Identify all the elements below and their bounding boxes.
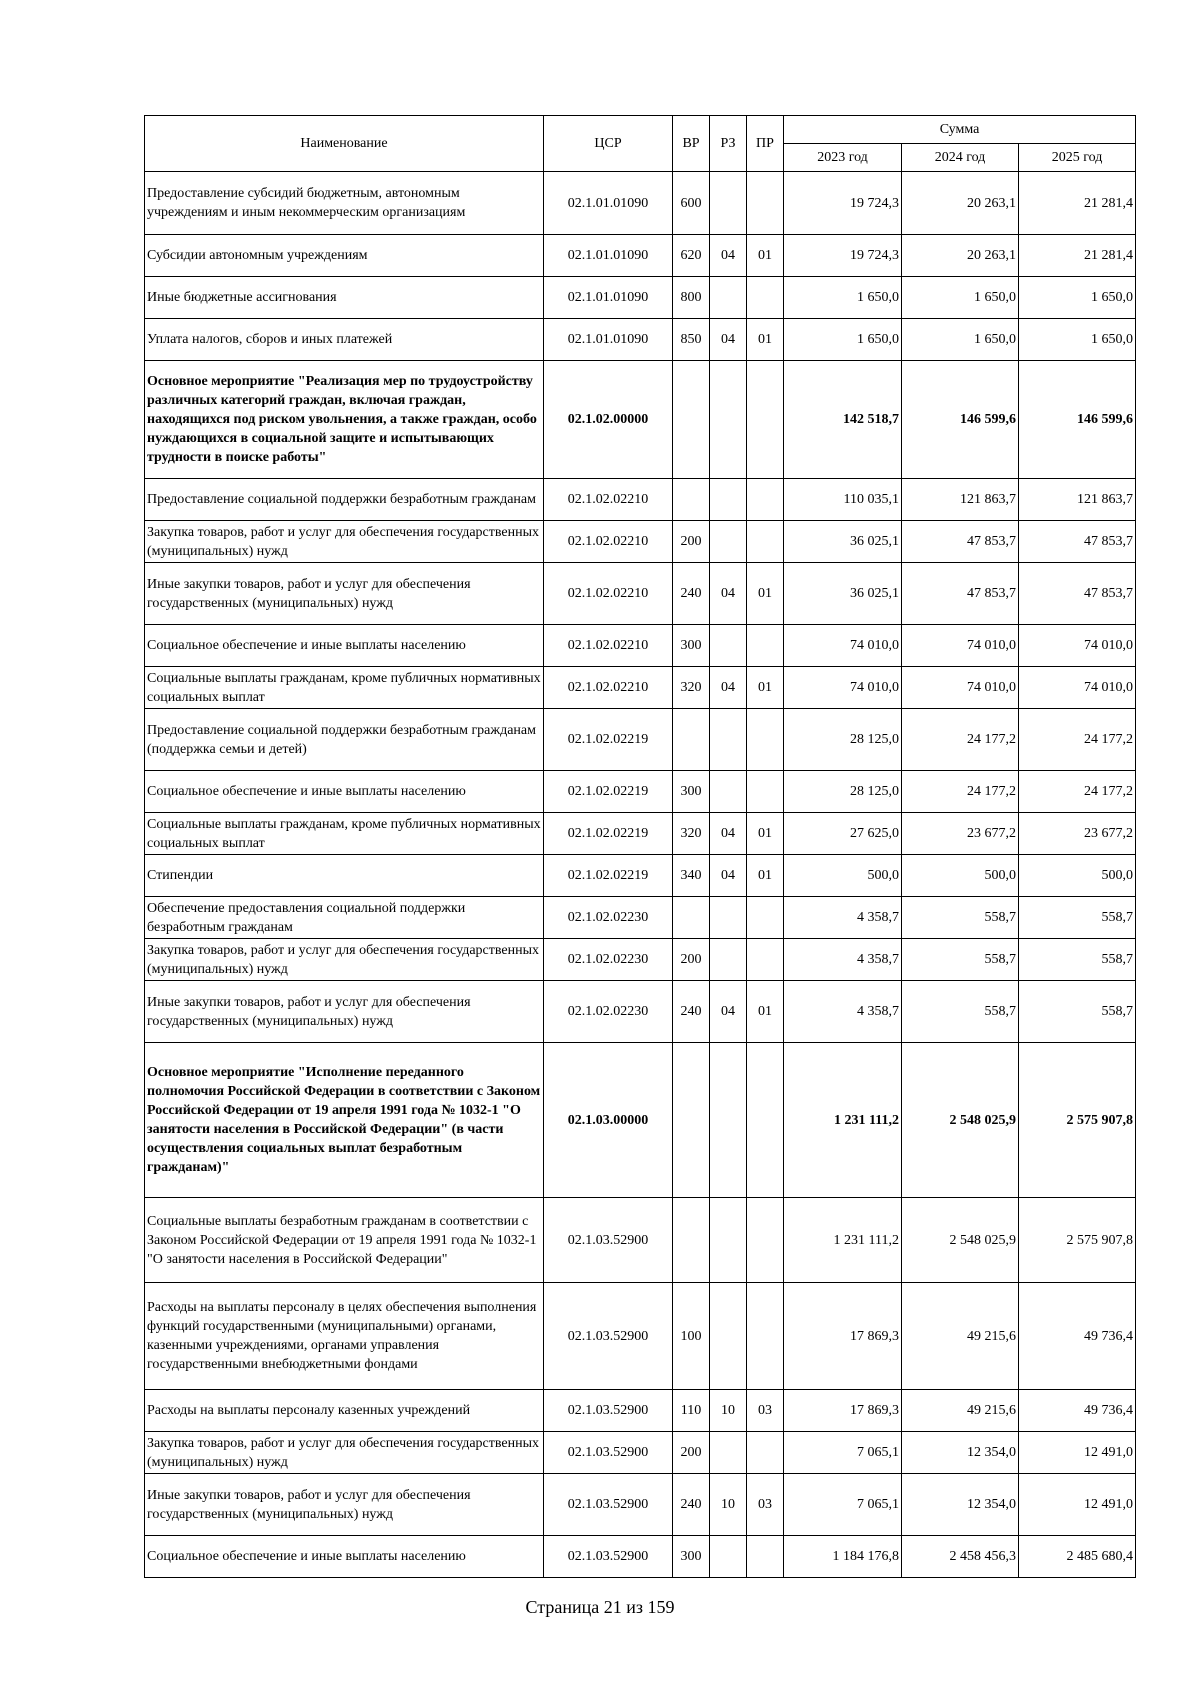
row-sum-2025: 121 863,7	[1019, 479, 1136, 521]
row-sum-2024: 121 863,7	[902, 479, 1019, 521]
row-sum-2025: 23 677,2	[1019, 813, 1136, 855]
row-name: Обеспечение предоставления социальной поддержки безработным гражданам	[145, 897, 544, 939]
row-csr: 02.1.01.01090	[544, 319, 673, 361]
row-pr	[747, 277, 784, 319]
row-sum-2025: 558,7	[1019, 981, 1136, 1043]
row-sum-2024: 1 650,0	[902, 319, 1019, 361]
table-row	[145, 625, 1136, 667]
row-rz	[710, 1536, 747, 1578]
row-sum-2024: 2 458 456,3	[902, 1536, 1019, 1578]
row-pr	[747, 361, 784, 479]
row-csr: 02.1.03.52900	[544, 1390, 673, 1432]
row-sum-2023: 500,0	[784, 855, 902, 897]
row-vr: 240	[673, 1474, 710, 1536]
row-vr: 200	[673, 521, 710, 563]
row-csr: 02.1.03.52900	[544, 1474, 673, 1536]
table-row	[145, 1474, 1136, 1536]
row-csr: 02.1.02.02210	[544, 667, 673, 709]
row-pr	[747, 479, 784, 521]
header-rz: РЗ	[710, 116, 747, 172]
row-rz	[710, 897, 747, 939]
row-sum-2025: 74 010,0	[1019, 625, 1136, 667]
row-name: Социальные выплаты гражданам, кроме публичных нормативных социальных выплат	[145, 813, 544, 855]
table-row	[145, 1536, 1136, 1578]
row-sum-2024: 74 010,0	[902, 625, 1019, 667]
row-sum-2025: 47 853,7	[1019, 521, 1136, 563]
row-csr: 02.1.02.02210	[544, 625, 673, 667]
row-pr: 01	[747, 981, 784, 1043]
row-csr: 02.1.02.00000	[544, 361, 673, 479]
row-sum-2023: 1 650,0	[784, 319, 902, 361]
row-name: Субсидии автономным учреждениям	[145, 235, 544, 277]
table-row	[145, 521, 1136, 563]
row-sum-2024: 558,7	[902, 939, 1019, 981]
row-csr: 02.1.02.02210	[544, 479, 673, 521]
row-name: Социальное обеспечение и иные выплаты населению	[145, 625, 544, 667]
row-sum-2023: 19 724,3	[784, 172, 902, 235]
row-sum-2025: 12 491,0	[1019, 1474, 1136, 1536]
header-year-2024: 2024 год	[902, 144, 1019, 172]
row-name: Предоставление социальной поддержки безработным гражданам	[145, 479, 544, 521]
row-sum-2024: 500,0	[902, 855, 1019, 897]
row-sum-2025: 2 485 680,4	[1019, 1536, 1136, 1578]
row-name: Предоставление социальной поддержки безработным гражданам (поддержка семьи и детей)	[145, 709, 544, 771]
row-pr	[747, 771, 784, 813]
row-vr	[673, 1043, 710, 1198]
row-name: Предоставление субсидий бюджетным, автономным учреждениям и иным некоммерческим организациям	[145, 172, 544, 235]
row-sum-2024: 74 010,0	[902, 667, 1019, 709]
row-csr: 02.1.02.02230	[544, 939, 673, 981]
row-name: Основное мероприятие "Исполнение переданного полномочия Российской Федерации в соответствии с Законом Российской Федерации от 19 апреля 1991 года № 1032-1 "О занятости населения в Российской Федерации" (в части осуществления социальных выплат безработным гражданам)"	[145, 1043, 544, 1198]
row-name: Закупка товаров, работ и услуг для обеспечения государственных (муниципальных) нужд	[145, 521, 544, 563]
row-sum-2023: 28 125,0	[784, 709, 902, 771]
row-csr: 02.1.03.52900	[544, 1536, 673, 1578]
row-rz	[710, 1283, 747, 1390]
table-row	[145, 981, 1136, 1043]
row-vr: 240	[673, 981, 710, 1043]
row-sum-2023: 36 025,1	[784, 521, 902, 563]
row-vr: 200	[673, 1432, 710, 1474]
row-vr: 850	[673, 319, 710, 361]
row-vr: 320	[673, 667, 710, 709]
row-sum-2023: 1 650,0	[784, 277, 902, 319]
row-rz	[710, 1432, 747, 1474]
row-sum-2023: 17 869,3	[784, 1390, 902, 1432]
row-csr: 02.1.01.01090	[544, 277, 673, 319]
row-csr: 02.1.02.02219	[544, 771, 673, 813]
row-csr: 02.1.02.02230	[544, 981, 673, 1043]
row-csr: 02.1.02.02210	[544, 563, 673, 625]
row-sum-2023: 19 724,3	[784, 235, 902, 277]
page-number: Страница 21 из 159	[525, 1597, 675, 1617]
row-sum-2023: 110 035,1	[784, 479, 902, 521]
row-name: Социальные выплаты безработным гражданам в соответствии с Законом Российской Федерации от 19 апреля 1991 года № 1032-1 "О занятости населения в Российской Федерации"	[145, 1198, 544, 1283]
row-sum-2023: 74 010,0	[784, 625, 902, 667]
row-pr	[747, 521, 784, 563]
row-sum-2024: 20 263,1	[902, 172, 1019, 235]
header-sum: Сумма	[784, 116, 1136, 144]
table-row	[145, 235, 1136, 277]
row-csr: 02.1.02.02219	[544, 855, 673, 897]
row-sum-2023: 74 010,0	[784, 667, 902, 709]
table-row	[145, 361, 1136, 479]
row-name: Закупка товаров, работ и услуг для обеспечения государственных (муниципальных) нужд	[145, 939, 544, 981]
row-csr: 02.1.02.02230	[544, 897, 673, 939]
row-sum-2024: 12 354,0	[902, 1474, 1019, 1536]
row-sum-2024: 24 177,2	[902, 709, 1019, 771]
row-pr	[747, 1043, 784, 1198]
row-rz	[710, 277, 747, 319]
row-rz: 04	[710, 981, 747, 1043]
row-pr	[747, 939, 784, 981]
row-sum-2023: 7 065,1	[784, 1432, 902, 1474]
row-vr: 340	[673, 855, 710, 897]
row-rz	[710, 771, 747, 813]
row-csr: 02.1.03.00000	[544, 1043, 673, 1198]
table-row	[145, 1432, 1136, 1474]
row-sum-2024: 2 548 025,9	[902, 1198, 1019, 1283]
row-sum-2025: 500,0	[1019, 855, 1136, 897]
row-sum-2023: 4 358,7	[784, 981, 902, 1043]
row-csr: 02.1.03.52900	[544, 1198, 673, 1283]
row-rz	[710, 479, 747, 521]
row-rz	[710, 939, 747, 981]
row-sum-2023: 1 184 176,8	[784, 1536, 902, 1578]
row-sum-2024: 1 650,0	[902, 277, 1019, 319]
row-pr: 01	[747, 855, 784, 897]
row-sum-2024: 146 599,6	[902, 361, 1019, 479]
row-vr: 320	[673, 813, 710, 855]
header-pr: ПР	[747, 116, 784, 172]
header-vr: ВР	[673, 116, 710, 172]
row-vr: 800	[673, 277, 710, 319]
row-pr	[747, 625, 784, 667]
row-sum-2025: 558,7	[1019, 939, 1136, 981]
row-name: Стипендии	[145, 855, 544, 897]
row-pr: 01	[747, 563, 784, 625]
row-sum-2023: 17 869,3	[784, 1283, 902, 1390]
row-vr	[673, 1198, 710, 1283]
row-vr: 200	[673, 939, 710, 981]
table-row	[145, 813, 1136, 855]
row-rz	[710, 361, 747, 479]
row-sum-2025: 21 281,4	[1019, 172, 1136, 235]
row-sum-2024: 49 215,6	[902, 1390, 1019, 1432]
row-pr: 01	[747, 667, 784, 709]
row-sum-2025: 74 010,0	[1019, 667, 1136, 709]
table-row	[145, 1283, 1136, 1390]
row-sum-2023: 1 231 111,2	[784, 1198, 902, 1283]
row-pr: 01	[747, 813, 784, 855]
row-vr	[673, 897, 710, 939]
row-rz	[710, 521, 747, 563]
table-row	[145, 897, 1136, 939]
row-rz	[710, 1198, 747, 1283]
row-pr: 03	[747, 1390, 784, 1432]
row-sum-2024: 558,7	[902, 897, 1019, 939]
row-pr: 01	[747, 319, 784, 361]
row-sum-2025: 146 599,6	[1019, 361, 1136, 479]
row-name: Иные закупки товаров, работ и услуг для обеспечения государственных (муниципальных) нужд	[145, 563, 544, 625]
row-rz: 04	[710, 813, 747, 855]
row-sum-2024: 47 853,7	[902, 521, 1019, 563]
row-name: Иные закупки товаров, работ и услуг для обеспечения государственных (муниципальных) нужд	[145, 981, 544, 1043]
row-csr: 02.1.01.01090	[544, 172, 673, 235]
table-row	[145, 563, 1136, 625]
row-name: Иные закупки товаров, работ и услуг для обеспечения государственных (муниципальных) нужд	[145, 1474, 544, 1536]
row-vr: 300	[673, 1536, 710, 1578]
row-sum-2024: 12 354,0	[902, 1432, 1019, 1474]
row-rz	[710, 625, 747, 667]
row-vr	[673, 361, 710, 479]
table-row	[145, 855, 1136, 897]
row-sum-2023: 36 025,1	[784, 563, 902, 625]
row-pr	[747, 1432, 784, 1474]
row-name: Иные бюджетные ассигнования	[145, 277, 544, 319]
table-row	[145, 771, 1136, 813]
row-vr	[673, 709, 710, 771]
row-pr	[747, 1536, 784, 1578]
row-name: Основное мероприятие "Реализация мер по трудоустройству различных категорий граждан, включая граждан, находящихся под риском увольнения, а также граждан, особо нуждающихся в социальной защите и испытывающих трудности в поиске работы"	[145, 361, 544, 479]
row-rz: 04	[710, 667, 747, 709]
row-sum-2025: 1 650,0	[1019, 277, 1136, 319]
table-row	[145, 479, 1136, 521]
row-pr	[747, 897, 784, 939]
row-pr	[747, 1283, 784, 1390]
row-sum-2024: 2 548 025,9	[902, 1043, 1019, 1198]
row-vr: 100	[673, 1283, 710, 1390]
row-vr: 600	[673, 172, 710, 235]
row-sum-2023: 4 358,7	[784, 897, 902, 939]
row-sum-2024: 24 177,2	[902, 771, 1019, 813]
row-sum-2025: 24 177,2	[1019, 709, 1136, 771]
row-vr: 620	[673, 235, 710, 277]
table-row	[145, 172, 1136, 235]
row-sum-2023: 1 231 111,2	[784, 1043, 902, 1198]
row-sum-2025: 49 736,4	[1019, 1283, 1136, 1390]
row-rz	[710, 709, 747, 771]
row-vr: 110	[673, 1390, 710, 1432]
table-row	[145, 1198, 1136, 1283]
row-csr: 02.1.02.02210	[544, 521, 673, 563]
table-row	[145, 319, 1136, 361]
row-rz	[710, 1043, 747, 1198]
row-sum-2025: 21 281,4	[1019, 235, 1136, 277]
header-name: Наименование	[145, 116, 544, 172]
row-pr	[747, 1198, 784, 1283]
budget-table	[144, 115, 1136, 1578]
row-name: Социальное обеспечение и иные выплаты населению	[145, 1536, 544, 1578]
row-name: Социальное обеспечение и иные выплаты населению	[145, 771, 544, 813]
row-vr: 300	[673, 771, 710, 813]
row-name: Уплата налогов, сборов и иных платежей	[145, 319, 544, 361]
table-row	[145, 939, 1136, 981]
header-csr: ЦСР	[544, 116, 673, 172]
row-sum-2025: 2 575 907,8	[1019, 1043, 1136, 1198]
row-rz: 04	[710, 235, 747, 277]
row-sum-2023: 142 518,7	[784, 361, 902, 479]
row-sum-2025: 1 650,0	[1019, 319, 1136, 361]
table-row	[145, 1043, 1136, 1198]
row-rz: 04	[710, 319, 747, 361]
row-vr: 300	[673, 625, 710, 667]
row-sum-2023: 7 065,1	[784, 1474, 902, 1536]
row-csr: 02.1.02.02219	[544, 709, 673, 771]
row-sum-2024: 23 677,2	[902, 813, 1019, 855]
row-sum-2024: 49 215,6	[902, 1283, 1019, 1390]
row-csr: 02.1.03.52900	[544, 1283, 673, 1390]
table-row	[145, 277, 1136, 319]
table-row	[145, 709, 1136, 771]
row-rz: 10	[710, 1474, 747, 1536]
row-vr: 240	[673, 563, 710, 625]
row-rz: 10	[710, 1390, 747, 1432]
row-pr: 03	[747, 1474, 784, 1536]
row-name: Расходы на выплаты персоналу в целях обеспечения выполнения функций государственными (муниципальными) органами, казенными учреждениями, органами управления государственными внебюджетными фондами	[145, 1283, 544, 1390]
row-name: Закупка товаров, работ и услуг для обеспечения государственных (муниципальных) нужд	[145, 1432, 544, 1474]
row-csr: 02.1.03.52900	[544, 1432, 673, 1474]
row-sum-2025: 24 177,2	[1019, 771, 1136, 813]
row-name: Социальные выплаты гражданам, кроме публичных нормативных социальных выплат	[145, 667, 544, 709]
header-year-2025: 2025 год	[1019, 144, 1136, 172]
row-pr: 01	[747, 235, 784, 277]
row-sum-2025: 47 853,7	[1019, 563, 1136, 625]
row-sum-2023: 4 358,7	[784, 939, 902, 981]
row-sum-2025: 12 491,0	[1019, 1432, 1136, 1474]
row-sum-2024: 20 263,1	[902, 235, 1019, 277]
row-sum-2024: 558,7	[902, 981, 1019, 1043]
table-row	[145, 667, 1136, 709]
row-rz: 04	[710, 563, 747, 625]
row-sum-2025: 558,7	[1019, 897, 1136, 939]
table-row	[145, 1390, 1136, 1432]
row-sum-2025: 49 736,4	[1019, 1390, 1136, 1432]
row-vr	[673, 479, 710, 521]
row-name: Расходы на выплаты персоналу казенных учреждений	[145, 1390, 544, 1432]
row-pr	[747, 709, 784, 771]
row-rz: 04	[710, 855, 747, 897]
header-year-2023: 2023 год	[784, 144, 902, 172]
row-csr: 02.1.02.02219	[544, 813, 673, 855]
row-sum-2023: 27 625,0	[784, 813, 902, 855]
row-csr: 02.1.01.01090	[544, 235, 673, 277]
row-rz	[710, 172, 747, 235]
row-sum-2025: 2 575 907,8	[1019, 1198, 1136, 1283]
row-pr	[747, 172, 784, 235]
row-sum-2024: 47 853,7	[902, 563, 1019, 625]
row-sum-2023: 28 125,0	[784, 771, 902, 813]
